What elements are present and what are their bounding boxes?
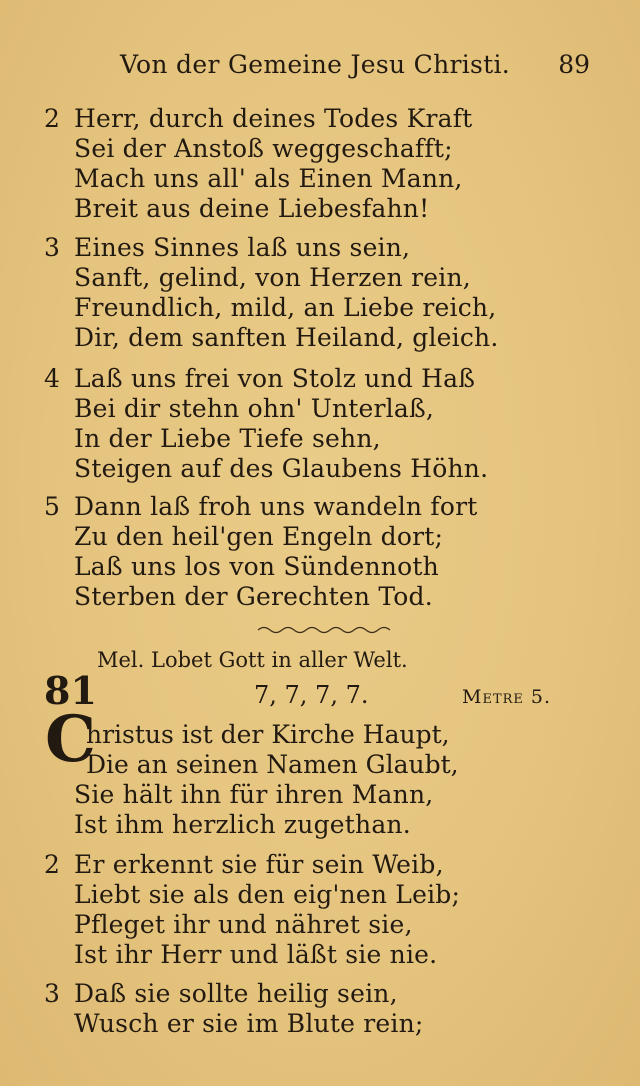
verse-line: Dann laß froh uns wandeln fort xyxy=(74,492,478,521)
verse-line: Zu den heil'gen Engeln dort; xyxy=(74,522,444,551)
verse-line: Herr, durch deines Todes Kraft xyxy=(74,104,473,133)
page-header xyxy=(120,50,590,86)
drop-cap: C xyxy=(45,702,96,777)
verse-line: Er erkennt sie für sein Weib, xyxy=(74,850,444,879)
running-title: Von der Gemeine Jesu Christi. xyxy=(120,50,511,79)
verse-line: Eines Sinnes laß uns sein, xyxy=(74,233,411,262)
verse-line: Sie hält ihn für ihren Mann, xyxy=(74,780,434,809)
verse-line: Steigen auf des Glaubens Höhn. xyxy=(74,454,489,483)
stanza-number: 2 xyxy=(44,104,60,133)
stanza-number: 3 xyxy=(44,979,60,1008)
verse-line: Daß sie sollte heilig sein, xyxy=(74,979,398,1008)
verse-line: In der Liebe Tiefe sehn, xyxy=(74,424,381,453)
verse-line: Bei dir stehn ohn' Unterlaß, xyxy=(74,394,435,423)
verse-line: Sanft, gelind, von Herzen rein, xyxy=(74,263,471,292)
stanza-number: 2 xyxy=(44,850,60,879)
verse-line: Laß uns los von Sündennoth xyxy=(74,552,439,581)
melody-note: Mel. Lobet Gott in aller Welt. xyxy=(97,648,408,672)
meter-name: Metre 5. xyxy=(462,686,552,708)
verse-line: Laß uns frei von Stolz und Haß xyxy=(74,364,476,393)
verse-line: Ist ihr Herr und läßt sie nie. xyxy=(74,940,438,969)
verse-line: Freundlich, mild, an Liebe reich, xyxy=(74,293,497,322)
verse-line: Pfleget ihr und nähret sie, xyxy=(74,910,413,939)
verse-line: Ist ihm herzlich zugethan. xyxy=(74,810,411,839)
verse-line: Wusch er sie im Blute rein; xyxy=(74,1009,424,1038)
verse-line: Breit aus deine Liebesfahn! xyxy=(74,194,430,223)
meter-numbers: 7, 7, 7, 7. xyxy=(254,681,369,709)
verse-line: hristus ist der Kirche Haupt, xyxy=(86,720,450,749)
verse-line: Sterben der Gerechten Tod. xyxy=(74,582,433,611)
verse-line: Die an seinen Namen Glaubt, xyxy=(86,750,459,779)
verse-line: Mach uns all' als Einen Mann, xyxy=(74,164,463,193)
hymn-number: 81 xyxy=(44,668,97,713)
ornament-divider xyxy=(256,624,392,636)
verse-line: Liebt sie als den eig'nen Leib; xyxy=(74,880,461,909)
stanza-number: 3 xyxy=(44,233,60,262)
stanza-number: 5 xyxy=(44,492,60,521)
page-number: 89 xyxy=(558,50,590,79)
stanza-number: 4 xyxy=(44,364,60,393)
verse-line: Sei der Anstoß weggeschafft; xyxy=(74,134,453,163)
verse-line: Dir, dem sanften Heiland, gleich. xyxy=(74,323,499,352)
